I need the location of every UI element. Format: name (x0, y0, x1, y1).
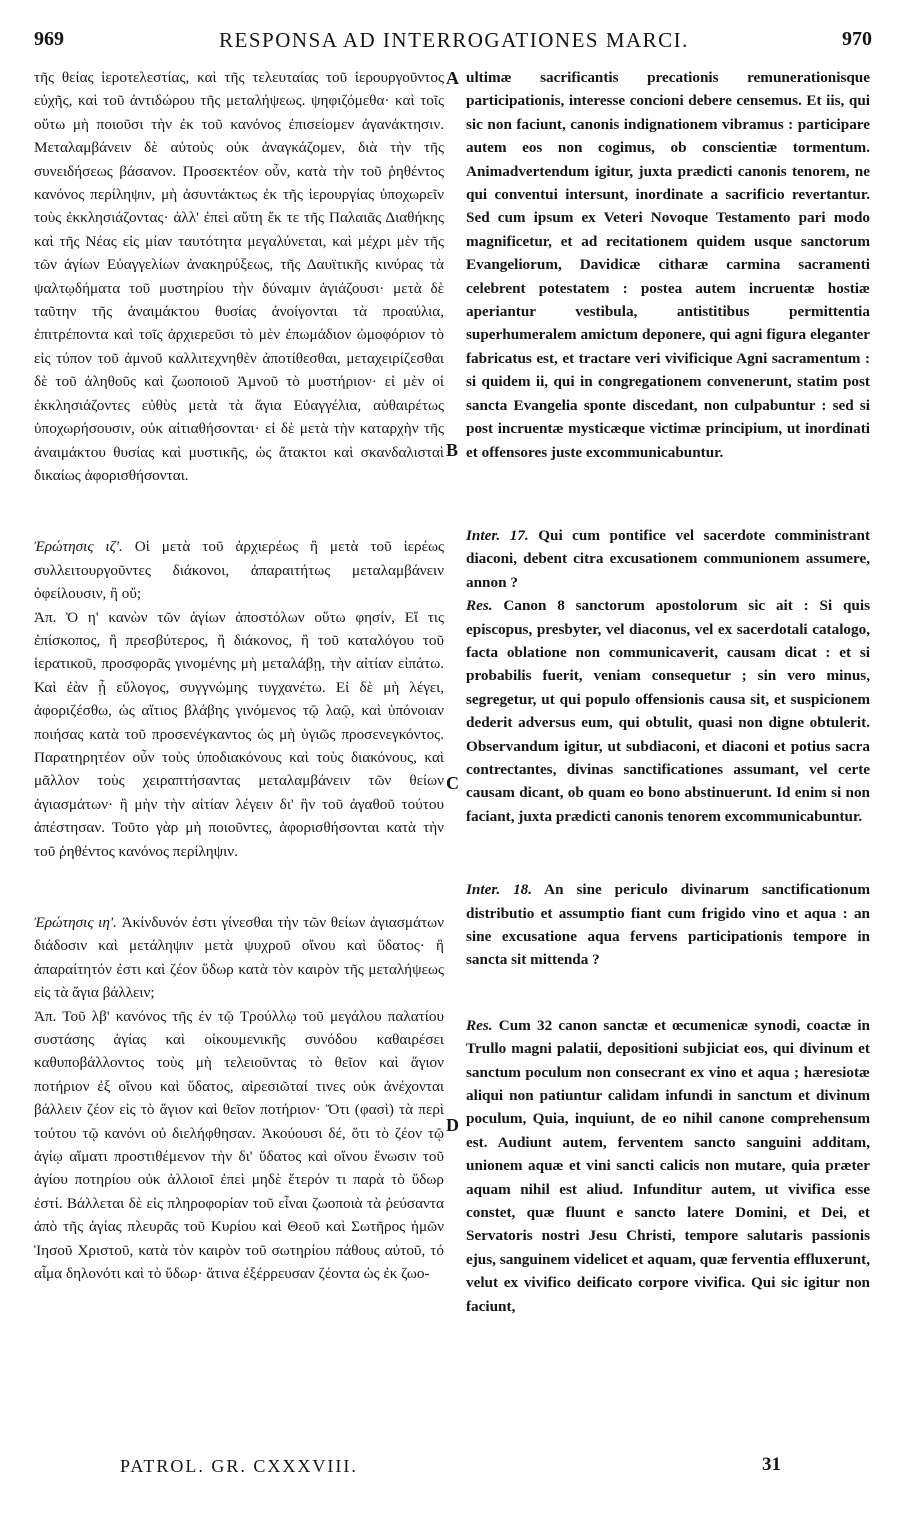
latin-answer-17 (466, 594, 870, 828)
question-text: Ἀκίνδυνόν ἐστι γίνεσθαι τὴν τῶν θείων ἁγιασμάτων διάδοσιν καὶ μετάληψιν μετὰ ψυχροῦ οἴνου καὶ ὕδατος· ἢ ἀπαραίτητόν ἐστι καὶ ζέον ὕδωρ κατὰ τὸν καιρὸν τῆς μεταλήψεως εἰς τὰ ἅγια βάλλειν; (34, 914, 444, 1002)
question-label: Inter. 17. (466, 526, 529, 544)
question-text: An sine periculo divinarum sanctificationum distributio et assumptio fiant cum frigido vino et aqua : an sine excusatione aqua fervens participationis tempore in sancta sit mittenda ? (466, 881, 870, 969)
answer-text: Ὁ η' κανὼν τῶν ἁγίων ἀποστόλων οὕτω φησίν, Εἴ τις ἐπίσκοπος, ἢ πρεσβύτερος, ἢ διάκονος, ἢ τοῦ καταλόγου τοῦ ἱερατικοῦ, προσφορᾶς γινομένης μὴ μεταλάβῃ, τὴν αἰτίαν εἰπάτω. Καὶ ἐὰν ᾖ εὔλογος, συγγνώμης τυγχανέτω. Εἰ δὲ μὴ λέγει, ἀφοριζέσθω, ὡς αἴτιος βλάβης γινόμενος τῷ λαῷ, καὶ ὑπόνοιαν ποιήσας κατὰ τοῦ προσενέγκαντος ὡς μὴ ὑγιῶς προσενεγκόντος. Παρατηρητέον οὖν τοὺς ὑποδιακόνους καὶ τοὺς διακόνους, καὶ μᾶλλον τοὺς χειραπτήσαντας μεταλαμβάνειν τῶν θείων ἁγιασμάτων· ἢ μὴν τὴν αἰτίαν λέγειν δι' ἣν τοῦ ἀγαθοῦ τούτου ἀπέστησαν. Τοῦτο γὰρ μὴ ποιοῦντες, ἀφορισθήσονται κατὰ τὴν τοῦ ῥηθέντος κανόνος περίληψιν. (34, 608, 444, 860)
greek-answer-18 (34, 1005, 444, 1286)
greek-paragraph-1: τῆς θείας ἱεροτελεστίας, καὶ τῆς τελευταίας τοῦ ἱερουργοῦντος εὐχῆς, καὶ τοῦ ἀντιδώρου τῆς μεταλήψεως. ψηφιζόμεθα· καὶ τοῖς οὕτω μὴ ποιοῦσι τὴν ἐκ τοῦ κανόνος ἐπισείομεν ἀγανάκτησιν. Μεταλαμβάνειν δὲ αὐτοὺς οὐκ ἀναγκάζομεν, διὰ τὴν τῆς συνειδήσεως βάσανον. Προσεκτέον οὖν, κατὰ τὴν τοῦ ῥηθέντος κανόνος περίληψιν, μὴ ἀσυντάκτως ἐκ τῆς ἱερουργίας ὑποχωρεῖν τοὺς ἐκκλησιάζοντας· ἀλλ' ἐπεὶ αὕτη ἔκ τε τῆς Παλαιᾶς Διαθήκης καὶ τῆς Νέας εἰς μίαν ταυτότητα μεγαλύνεται, καὶ μέχρι μὲν τῆς τῶν ἁγίων Εὐαγγελίων ἀνακηρύξεως, τῆς Δαυϊτικῆς κινύρας τὰ ψαλτῳδήματα τοῦ μυστηρίου τὴν δύναμιν ἁγιάζουσι· μετὰ δὲ ταῦτην τῆς ἀναιμάκτου θυσίας ἀνοίγονται τὰ προαύλια, ἐπιτρέποντα καὶ τοῖς ἀρχιερεῦσι τὸ μὲν ἐπωμάδιον ὠμοφόριον τὸ εἰς τύπον τοῦ ἀμνοῦ καλλιτεχνηθὲν ἀποτίθεσθαι, μεταχειρίζεσθαι δὲ τοῦ ἀληθοῦς καὶ ζωοποιοῦ Ἀμνοῦ τὸ μυστήριον· εἰ μὲν οἱ ἐκκλησιάζοντες εὐθὺς μετὰ τὰ ἅγια Εὐαγγέλια, αὐθαιρέτως ὑποχωρήσουσιν, οὐκ αἰτιαθήσονται· εἰ δὲ μετὰ τὴν καταρχὴν τῆς ἀναιμάκτου θυσίας καὶ μυστικῆς, ὡς ἄτακτοι καὶ σκανδαλισταὶ δικαίως ἀφορισθήσονται. (34, 69, 444, 484)
section-marker-b: B (446, 440, 459, 460)
answer-label: Res. (466, 1016, 493, 1034)
spacer (466, 972, 870, 1014)
question-text: Οἱ μετὰ τοῦ ἀρχιερέως ἢ μετὰ τοῦ ἱερέως συλλειτουργοῦντες διάκονοι, ἀπαραιτήτως μεταλαμβάνειν ὀφείλουσιν, ἢ οὔ; (34, 538, 445, 603)
section-marker-d: D (446, 1115, 459, 1135)
answer-text: Cum 32 canon sanctæ et œcumenicæ synodi, coactæ in Trullo magni palatii, depositioni subjiciat eos, qui divinum et sanctum poculum non consecrant ex vino et aqua ; hæresiotæ aliqui non patiuntur calidam infundi in sanctum et divinum poculum, Quia, inquiunt, de eo nihil canone comprehensum est. Audiunt autem, ferventem sancto sanguini additam, unionem aquæ et vini sancti calicis non mutare, quia præter aquam nihil est aliud. Infunditur autem, ut vivifica esse constet, quæ fluunt e sancto latere Domini, et Dei, et Servatoris nostri Jesu Christi, tempore salutaris passionis ejus, sanguinem videlicet et aquam, quæ ferventia effluxerunt, velut ex vivifico deificato corpore vivifica. Qui sic igitur non faciunt, (466, 1016, 870, 1315)
question-label: Inter. 18. (466, 881, 533, 899)
spacer (34, 863, 444, 911)
latin-paragraph-1: ultimæ sacrificantis precationis remunerationisque participationis, interesse concioni debere censemus. Et iis, qui sic non faciunt, canonis indignationem vibramus : participare autem eos non cogimus, ob conscientiæ tormentum. Animadvertendum igitur, juxta prædicti canonis tenorem, ne qui conventui intersunt, inordinate a sacrificio revertantur. Sed cum ipsum ex Veteri Novoque Testamento pari modo magnificetur, et ad recitationem quidem usque sanctorum Evangeliorum, Davidicæ citharæ carmina sacramenti celebrent potestatem : postea autem incruentæ hostiæ aperiantur vestibula, antistitibus permittentia superhumeralem amictum deponere, qui agni figura eleganter fabricatus est, et tractare veri vivificique Agni sacramentum : si quidem ii, qui in congregationem convenerunt, statim post sancta Evangelia sponte discedant, non culpabuntur : sed si post incruentæ mysticæque victimæ principium, ut inordinati et offensores juste excommunicabuntur. (466, 69, 870, 461)
spacer (34, 487, 444, 535)
latin-question-18 (466, 878, 870, 972)
answer-text: Canon 8 sanctorum apostolorum sic ait : Si quis episcopus, presbyter, vel diaconus, vel ex sacerdotali catalogo, facta oblatione non communicaverit, causam dicat : et si probabilis fuerit, veniam consequetur ; sin vero minus, segregetur, ut qui populo offensionis causa sit, et suspicionem dederit adversus eum, qui obtulit, quasi non digne obtulerit. Observandum igitur, ut subdiaconi, et diaconi et potius sacra contrectantes, divinas sanctificationes assumant, vel certe causam dicant, ob quam eo bono abstinuerunt. Id enim si non faciant, juxta prædicti canonis tenorem excommunicabuntur. (466, 597, 870, 825)
answer-label: Res. (466, 597, 493, 615)
spacer (466, 464, 870, 524)
spacer (466, 828, 870, 878)
answer-label: Ἀπ. (34, 1007, 57, 1025)
question-label: Ἐρώτησις ιζ'. (34, 538, 123, 556)
latin-question-17 (466, 524, 870, 594)
section-marker-a: A (446, 68, 459, 88)
answer-label: Ἀπ. (34, 608, 57, 626)
volume-signature: PATROL. GR. CXXXVIII. (120, 1456, 358, 1476)
question-text: Qui cum pontifice vel sacerdote comministrant diaconi, debent citra excusationem communionem assumere, annon ? (466, 526, 871, 591)
answer-text: Τοῦ λβ' κανόνος τῆς ἐν τῷ Τρούλλῳ τοῦ μεγάλου παλατίου συστάσης ἁγίας καὶ οἰκουμενικῆς συνόδου καθαιρέσει καθυποβάλλοντος τοὺς μὴ τελειοῦντας τὸ θεῖον καὶ ἅγιον ποτήριον ἐξ οἴνου καὶ ὕδατος, αἱρεσιῶταί τινες οὐκ ἀνέχονται βάλλειν ζέον εἰς τὸ ἅγιον καὶ θεῖον ποτήριον· Ὅτι (φασὶ) τὰ περὶ τούτου τῷ κανόνι οὐ διελήφθησαν. Ἀκούουσι δέ, ὅτι τὸ ζέον τῷ ἁγίῳ αἵματι προστιθέμενον τὴν δι' ὕδατος καὶ οἴνου ἕνωσιν τοῦ ἁγίου ποτηρίου οὐκ ἀλλοιοῖ ἐπεὶ μηδὲ ἕτερόν τι παρὰ τὸ ὕδωρ ἐστί. Βάλλεται δὲ εἰς πληροφορίαν τοῦ εἶναι ζωοποιὰ τὰ ῥεύσαντα ἀπὸ τῆς ἁγίας πλευρᾶς τοῦ Κυρίου καὶ Θεοῦ καὶ Σωτῆρος ἡμῶν Ἰησοῦ Χριστοῦ, κατὰ τὸν καιρὸν τοῦ σωτηρίου πάθους αὐτοῦ, τό αἷμα δηλονότι καὶ τὸ ὕδωρ· ἅτινα ἐξέρρευσαν ζέοντα ὡς ἐκ ζωο- (34, 1007, 444, 1283)
running-title: RESPONSA AD INTERROGATIONES MARCI. (219, 28, 689, 52)
greek-column (34, 66, 444, 1286)
greek-answer-17 (34, 606, 444, 863)
section-marker-c: C (446, 773, 459, 793)
greek-question-18 (34, 911, 444, 1005)
latin-answer-18 (466, 1014, 870, 1318)
sheet-number: 31 (762, 1454, 781, 1475)
page-number-right: 970 (842, 28, 872, 50)
question-label: Ἐρώτησις ιη'. (34, 914, 117, 931)
greek-question-17 (34, 535, 444, 605)
latin-column (466, 66, 870, 1318)
page-number-left: 969 (34, 28, 64, 50)
